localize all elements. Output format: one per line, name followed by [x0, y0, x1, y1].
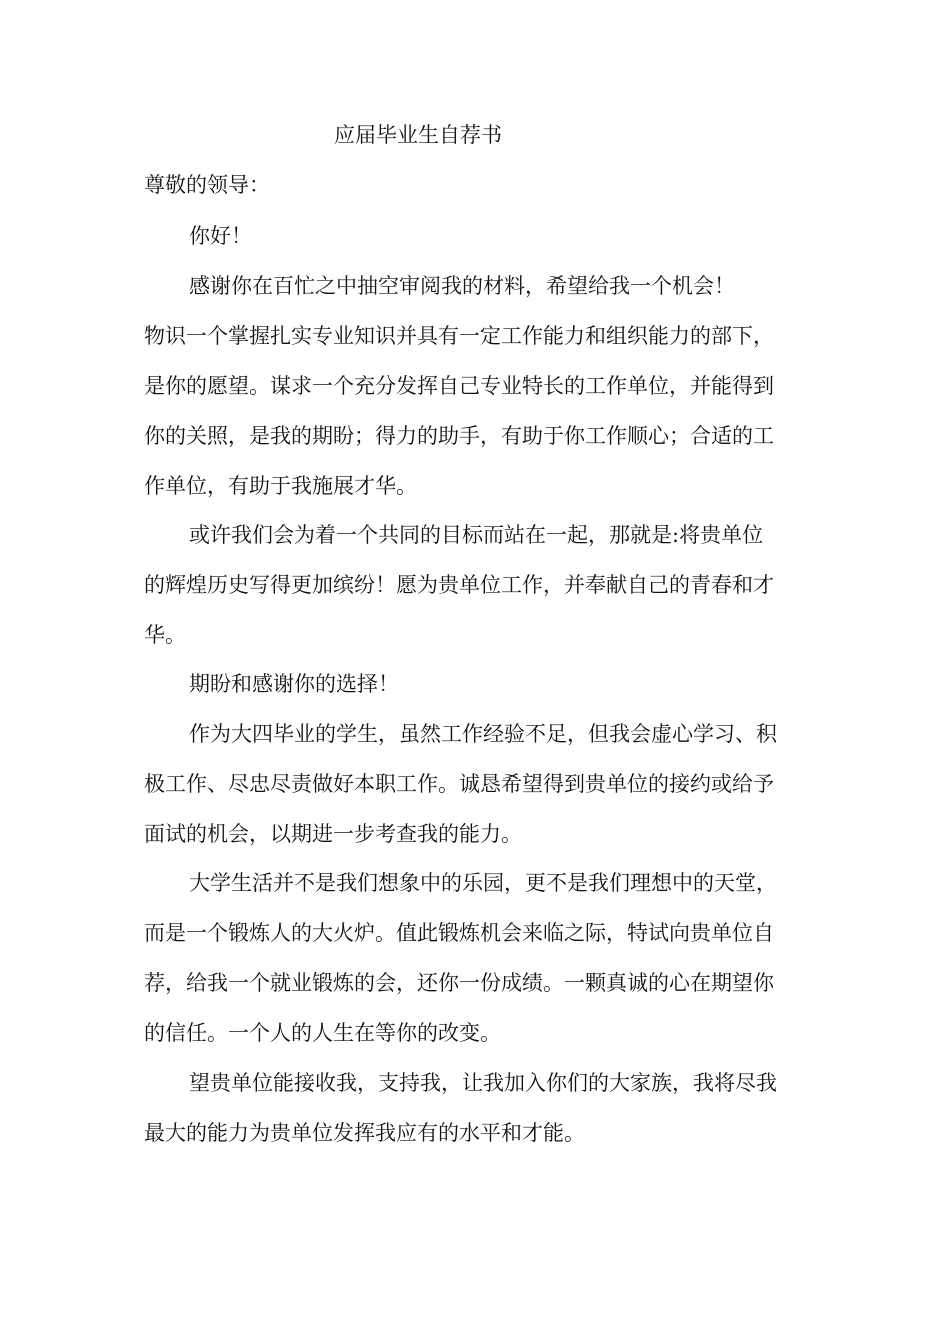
paragraph-line: 望贵单位能接收我，支持我，让我加入你们的大家族，我将尽我 [189, 1071, 777, 1095]
paragraph-line: 感谢你在百忙之中抽空审阅我的材料，希望给我一个机会！ [189, 274, 735, 298]
paragraph-line: 华。 [144, 623, 186, 647]
paragraph-line: 你的关照，是我的期盼；得力的助手，有助于你工作顺心；合适的工 [144, 424, 774, 448]
paragraph-line: 极工作、尽忠尽责做好本职工作。诚恳希望得到贵单位的接约或给予 [144, 772, 774, 796]
paragraph-line: 期盼和感谢你的选择！ [189, 672, 399, 696]
paragraph-line: 而是一个锻炼人的大火炉。值此锻炼机会来临之际，特试向贵单位自 [144, 921, 774, 945]
paragraph-line: 作为大四毕业的学生，虽然工作经验不足，但我会虚心学习、积 [189, 722, 777, 746]
paragraph-line: 你好！ [189, 224, 252, 248]
paragraph-line: 大学生活并不是我们想象中的乐园，更不是我们理想中的天堂， [189, 871, 777, 895]
paragraph-line: 的信任。一个人的人生在等你的改变。 [144, 1021, 501, 1045]
document-title: 应届毕业生自荐书 [334, 123, 502, 147]
paragraph-line: 最大的能力为贵单位发挥我应有的水平和才能。 [144, 1121, 585, 1145]
paragraph-line: 面试的机会，以期进一步考查我的能力。 [144, 822, 522, 846]
salutation: 尊敬的领导： [144, 173, 270, 197]
paragraph-line: 荐，给我一个就业锻炼的会，还你一份成绩。一颗真诚的心在期望你 [144, 971, 774, 995]
paragraph-line: 或许我们会为着一个共同的目标而站在一起，那就是:将贵单位 [189, 523, 764, 547]
paragraph-line: 是你的愿望。谋求一个充分发挥自己专业特长的工作单位，并能得到 [144, 374, 774, 398]
paragraph-line: 的辉煌历史写得更加缤纷！愿为贵单位工作，并奉献自己的青春和才 [144, 573, 774, 597]
paragraph-line: 作单位，有助于我施展才华。 [144, 474, 417, 498]
paragraph-line: 物识一个掌握扎实专业知识并具有一定工作能力和组织能力的部下， [144, 324, 774, 348]
